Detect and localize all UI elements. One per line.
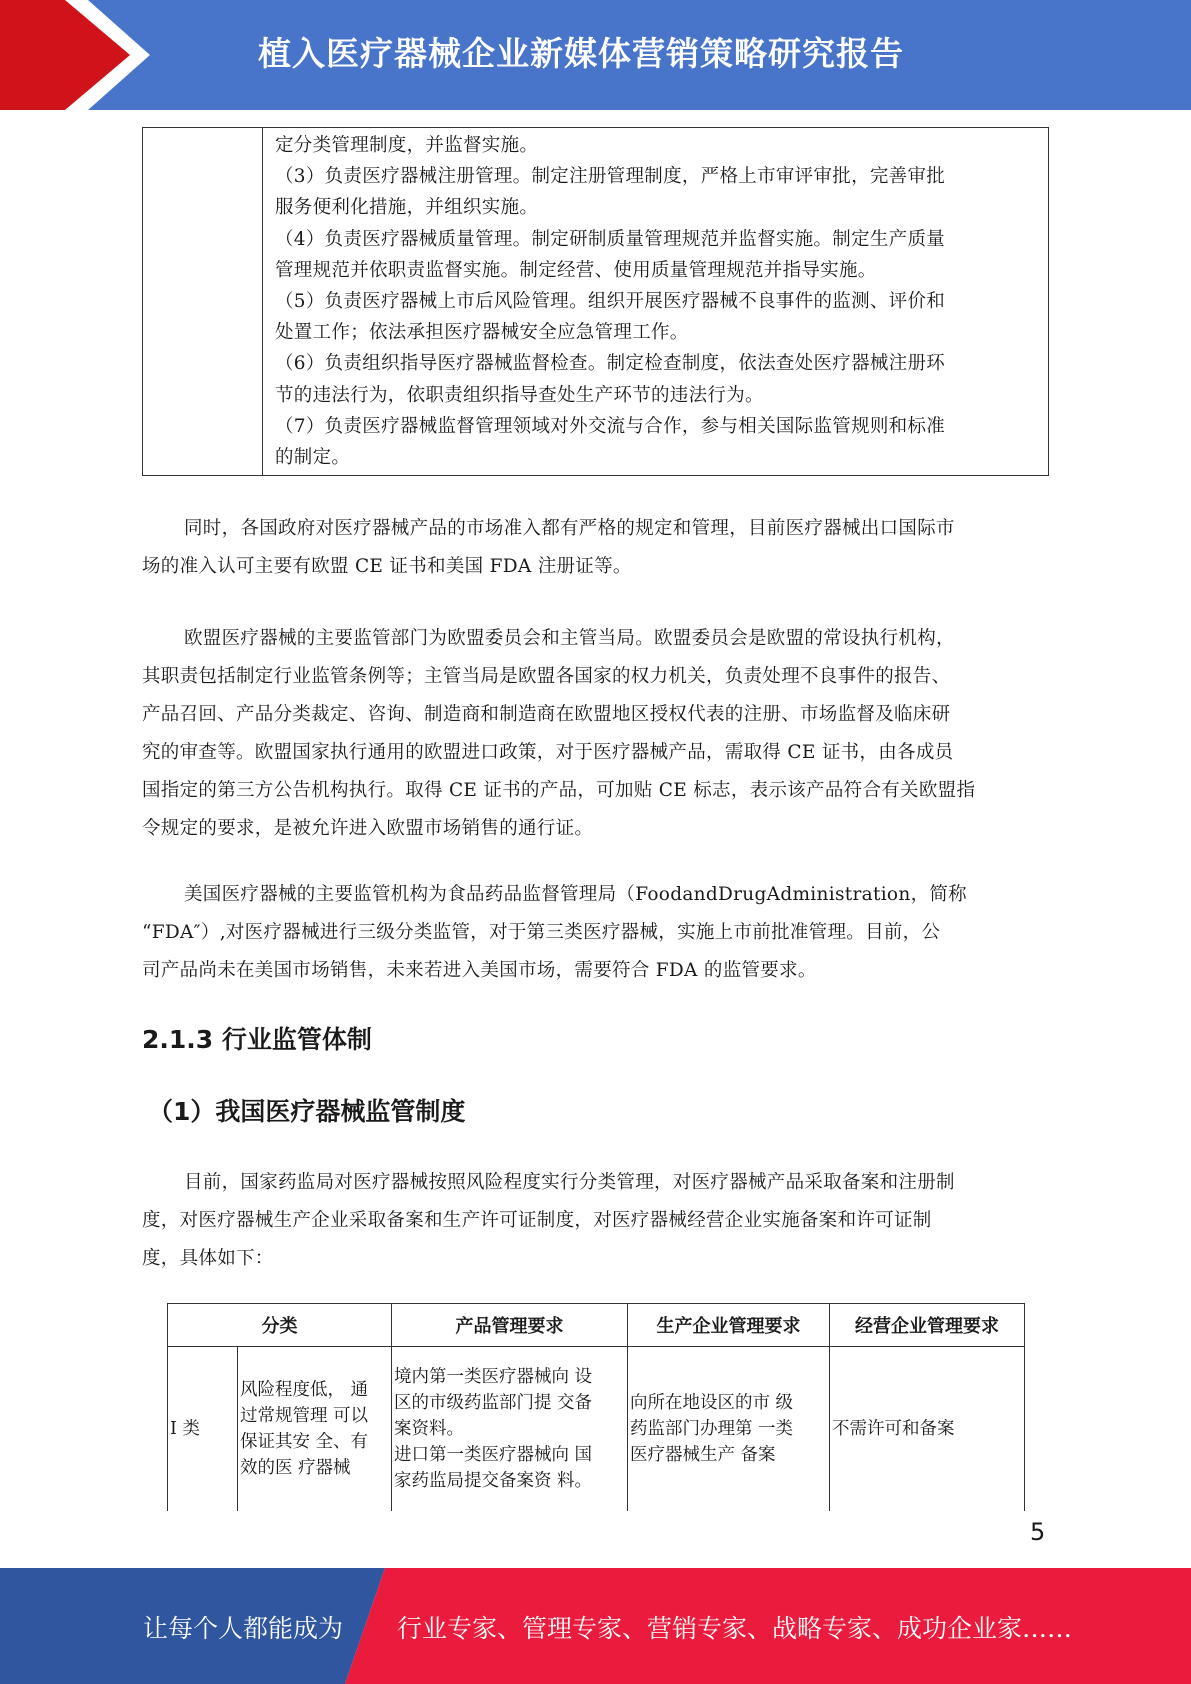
- cell-line: 风险程度低， 通: [240, 1380, 369, 1400]
- duty-table: [142, 127, 1049, 476]
- cell-line: 药监部门办理第 一类: [630, 1419, 794, 1439]
- paragraph-line: 国指定的第三方公告机构执行。取得 CE 证书的产品，可加贴 CE 标志，表示该产品符合有关欧盟指: [142, 780, 976, 801]
- paragraph-line: 度，对医疗器械生产企业采取备案和生产许可证制度，对医疗器械经营企业实施备案和许可证制: [142, 1210, 932, 1231]
- paragraph-line: 司产品尚未在美国市场销售，未来若进入美国市场，需要符合 FDA 的监管要求。: [142, 960, 817, 981]
- document-title: 植入医疗器械企业新媒体营销策略研究报告: [258, 34, 904, 73]
- table-line: 的制定。: [275, 447, 351, 469]
- paragraph-line: 度，具体如下：: [142, 1248, 274, 1269]
- duty-table-label-cell: [143, 128, 263, 476]
- product-requirement-cell: [392, 1347, 628, 1512]
- table-line: 处置工作；依法承担医疗器械安全应急管理工作。: [275, 322, 689, 344]
- cell-line: 进口第一类医疗器械向 国: [394, 1445, 593, 1465]
- table-line: 管理规范并依职责监督实施。制定经营、使用质量管理规范并指导实施。: [275, 259, 877, 281]
- cell-line: 向所在地设区的市 级: [630, 1393, 794, 1413]
- footer-slogan-left: 让每个人都能成为: [143, 1614, 344, 1643]
- paragraph-line: 同时，各国政府对医疗器械产品的市场准入都有严格的规定和管理，目前医疗器械出口国际市: [184, 518, 955, 539]
- class-description-cell: [238, 1347, 392, 1512]
- cell-line: 医疗器械生产 备案: [630, 1445, 776, 1465]
- paragraph-intro: [142, 1164, 1047, 1278]
- table-line: 定分类管理制度，并监督实施。: [275, 135, 539, 156]
- paragraph-line: 美国医疗器械的主要监管机构为食品药品监督管理局（FoodandDrugAdministration，简称: [184, 884, 967, 905]
- page-header: [0, 0, 1191, 110]
- page-footer: [0, 1568, 1191, 1684]
- column-header-product: 产品管理要求: [392, 1304, 628, 1347]
- page-number: 5: [1030, 1518, 1046, 1546]
- cell-line: 家药监局提交备案资 料。: [394, 1471, 593, 1491]
- dealer-requirement-cell: [830, 1347, 1025, 1512]
- duty-table-content-cell: [263, 128, 1049, 476]
- table-line: 节的违法行为，依职责组织指导查处生产环节的违法行为。: [275, 384, 764, 406]
- classification-table: [167, 1303, 1025, 1511]
- section-heading: 2.1.3 行业监管体制: [142, 1025, 372, 1054]
- paragraph-line: 产品召回、产品分类裁定、咨询、制造商和制造商在欧盟地区授权代表的注册、市场监督及临床研: [142, 704, 951, 725]
- cell-line: 过常规管理 可以: [240, 1406, 369, 1426]
- header-arrow-decoration: [0, 0, 160, 110]
- table-row: [143, 128, 1049, 476]
- paragraph-market-access: [142, 510, 1047, 586]
- cell-line: 不需许可和备案: [832, 1419, 955, 1439]
- paragraph-eu-regulation: [142, 620, 1047, 848]
- paragraph-line: 目前，国家药监局对医疗器械按照风险程度实行分类管理，对医疗器械产品采取备案和注册制: [184, 1172, 955, 1193]
- cell-line: 区的市级药监部门提 交备: [394, 1393, 593, 1413]
- paragraph-line: “FDA″）,对医疗器械进行三级分类监管，对于第三类医疗器械，实施上市前批准管理。目前，公: [142, 922, 941, 943]
- table-line: （5）负责医疗器械上市后风险管理。组织开展医疗器械不良事件的监测、评价和: [275, 291, 946, 313]
- cell-line: 案资料。: [394, 1419, 464, 1439]
- cell-line: 效的医 疗器械: [240, 1458, 351, 1478]
- cell-line: 境内第一类医疗器械向 设: [394, 1367, 593, 1387]
- cell-line: 保证其安 全、有: [240, 1432, 369, 1452]
- paragraph-line: 究的审查等。欧盟国家执行通用的欧盟进口政策，对于医疗器械产品，需取得 CE 证书，由各成员: [142, 742, 954, 763]
- column-header-class: 分类: [168, 1304, 392, 1347]
- paragraph-line: 令规定的要求，是被允许进入欧盟市场销售的通行证。: [142, 818, 594, 839]
- paragraph-line: 其职责包括制定行业监管条例等；主管当局是欧盟各国家的权力机关，负责处理不良事件的报告、: [142, 666, 951, 687]
- table-line: （7）负责医疗器械监督管理领域对外交流与合作，参与相关国际监管规则和标准: [275, 415, 946, 437]
- table-line: 服务便利化措施，并组织实施。: [275, 197, 539, 219]
- footer-slogan-right: 行业专家、管理专家、营销专家、战略专家、成功企业家……: [397, 1614, 1073, 1643]
- paragraph-line: 欧盟医疗器械的主要监管部门为欧盟委员会和主管当局。欧盟委员会是欧盟的常设执行机构，: [184, 628, 955, 649]
- column-header-dealer: 经营企业管理要求: [830, 1304, 1025, 1347]
- table-line: （6）负责组织指导医疗器械监督检查。制定检查制度，依法查处医疗器械注册环: [275, 353, 946, 375]
- paragraph-line: 场的准入认可主要有欧盟 CE 证书和美国 FDA 注册证等。: [142, 556, 632, 577]
- table-header-row: [168, 1304, 1025, 1347]
- sub-heading: （1）我国医疗器械监管制度: [148, 1097, 466, 1126]
- column-header-producer: 生产企业管理要求: [628, 1304, 830, 1347]
- producer-requirement-cell: [628, 1347, 830, 1512]
- table-line: （4）负责医疗器械质量管理。制定研制质量管理规范并监督实施。制定生产质量: [275, 228, 946, 250]
- paragraph-us-regulation: [142, 876, 1047, 990]
- table-row: [168, 1347, 1025, 1512]
- class-cell: I 类: [168, 1347, 238, 1512]
- table-line: （3）负责医疗器械注册管理。制定注册管理制度，严格上市审评审批，完善审批: [275, 166, 946, 188]
